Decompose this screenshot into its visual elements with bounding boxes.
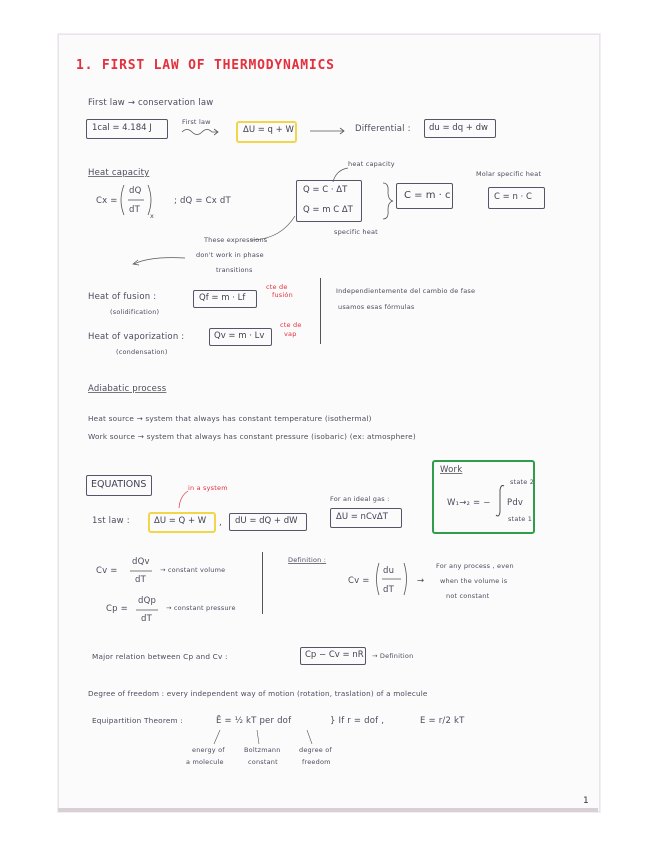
fusion-equation: Qf = m · Lf [199, 293, 246, 303]
q-equation-1: Q = C · ΔT [303, 185, 348, 195]
cx-frac-den: dT [129, 205, 140, 215]
cv-fraction-bar [130, 570, 154, 572]
adiabatic-line-2: Work source → system that always has constant pressure (isobaric) (ex: atmosphere) [88, 432, 416, 441]
note-line-2: don't work in phase [196, 251, 264, 259]
molar-equation: C = n · C [494, 192, 532, 202]
def-den: dT [383, 585, 394, 595]
cp-text: → constant pressure [166, 604, 236, 612]
condensation-label: (condensation) [116, 348, 168, 356]
dof-note-1: degree of [299, 746, 332, 754]
independent-line-1: Independientemente del cambio de fase [336, 287, 476, 295]
fusion-note-1: cte de [266, 283, 288, 291]
definition-label: Definition : [288, 556, 327, 564]
def-arrow: → [417, 576, 425, 586]
in-system-pointer [176, 490, 190, 510]
first-law-label: 1st law : [92, 516, 130, 526]
cv-den: dT [135, 575, 146, 585]
work-state-1: state 1 [508, 515, 533, 523]
cv-lhs: Cv = [96, 566, 118, 576]
vaporization-note-2: vap [284, 330, 297, 338]
ideal-gas-equation: ΔU = nCvΔT [336, 512, 388, 522]
def-parentheses [374, 562, 410, 598]
equipartition-label: Equipartition Theorem : [92, 716, 184, 725]
brace-right [381, 182, 395, 220]
arrow-to-differential [310, 127, 350, 135]
cp-den: dT [141, 614, 152, 624]
specific-heat-small-label: specific heat [334, 228, 378, 236]
cv-text: → constant volume [160, 566, 226, 574]
cp-fraction-bar [136, 609, 160, 611]
equipartition-condition: } If r = dof , [330, 716, 385, 726]
dof-note-2: freedom [302, 758, 331, 766]
fusion-note-2: fusión [272, 291, 293, 299]
vaporization-label: Heat of vaporization : [88, 332, 185, 342]
differential-label: Differential : [355, 124, 411, 134]
boltzmann-note-1: Boltzmann [244, 746, 281, 754]
page-edge [58, 808, 598, 812]
first-law-equation: ΔU = Q + W [154, 516, 207, 526]
page-title: 1. FIRST LAW OF THERMODYNAMICS [76, 58, 335, 73]
in-system-note: in a system [188, 484, 228, 492]
major-relation-equation: Cp − Cv = nR [305, 650, 364, 660]
cx-subscript: x [150, 212, 155, 220]
q-equation-2: Q = m C ΔT [303, 205, 353, 215]
fusion-label: Heat of fusion : [88, 292, 157, 302]
page-number: 1 [583, 796, 589, 806]
degree-of-freedom-line: Degree of freedom : every independent way of motion (rotation, traslation) of a molecule [88, 689, 428, 698]
major-relation-label: Major relation between Cp and Cv : [92, 652, 228, 661]
intro-line: First law → conservation law [88, 98, 214, 108]
cx-frac-num: dQ [129, 186, 142, 196]
def-note-1: For any process , even [436, 562, 514, 570]
def-lhs: Cv = [348, 576, 370, 586]
major-relation-definition: → Definition [372, 652, 414, 660]
diff-equation: dU = dQ + dW [235, 516, 298, 526]
vaporization-note-1: cte de [280, 321, 302, 329]
solidification-label: (solidification) [110, 308, 160, 316]
cx-lhs: Cx = [96, 196, 118, 206]
latent-divider [320, 278, 321, 344]
heat-capacity-small-label: heat capacity [348, 160, 395, 168]
adiabatic-line-1: Heat source → system that always has constant temperature (isothermal) [88, 414, 372, 423]
def-num: du [383, 566, 395, 576]
c-equation: C = m · c [404, 190, 451, 201]
independent-line-2: usamos esas fórmulas [338, 303, 415, 311]
title-underline [76, 76, 326, 80]
molar-specific-heat-label: Molar specific heat [476, 170, 542, 178]
squiggle-arrow-1 [182, 127, 222, 137]
def-note-2: when the volume is [440, 577, 508, 585]
equipartition-equation: Ē = ½ kT per dof [216, 716, 292, 726]
ideal-gas-label: For an ideal gas : [330, 495, 390, 503]
adiabatic-heading: Adiabatic process [88, 384, 167, 394]
note-line-1: These expressions [204, 236, 268, 244]
def-note-3: not constant [446, 592, 490, 600]
work-label: Work [440, 465, 463, 475]
equipartition-result: E = r/2 kT [420, 716, 465, 726]
heat-capacity-heading: Heat capacity [88, 168, 150, 178]
work-state-2: state 2 [510, 478, 535, 486]
differential-equation: du = dq + dw [429, 123, 488, 133]
energy-note-2: a molecule [186, 758, 224, 766]
integral-sign [496, 484, 506, 518]
note-line-3: transitions [216, 266, 253, 274]
vaporization-equation: Qv = m · Lv [214, 331, 265, 341]
cv-num: dQv [132, 557, 150, 567]
work-eq-left: W₁→₂ = − [447, 498, 491, 508]
boltzmann-note-2: constant [248, 758, 278, 766]
cv-cp-divider [262, 552, 263, 614]
dq-equation: ; dQ = Cx dT [174, 196, 231, 206]
comma-separator: , [219, 518, 222, 528]
work-eq-right: Pdv [507, 498, 524, 508]
energy-note-1: energy of [192, 746, 225, 754]
equipartition-pointers [200, 728, 320, 748]
equations-heading: EQUATIONS [91, 479, 147, 490]
cp-num: dQp [138, 596, 157, 606]
cal-text: 1cal = 4.184 J [92, 123, 152, 133]
cp-lhs: Cp = [106, 604, 128, 614]
first-law-small-label: First law [182, 118, 211, 126]
main-equation: ΔU = q + W [243, 125, 294, 135]
